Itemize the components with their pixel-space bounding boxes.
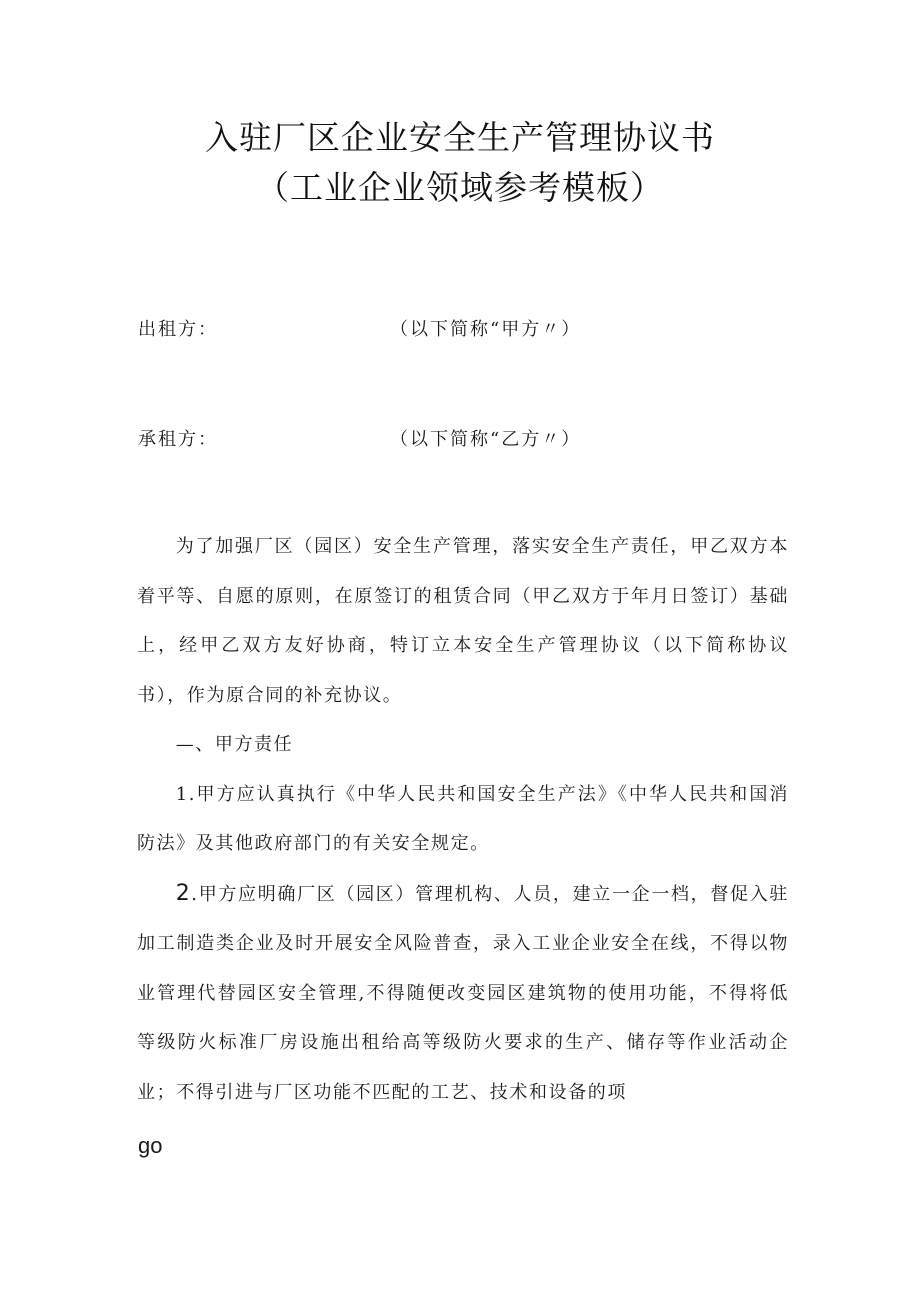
section1-heading: —、甲方责任: [175, 734, 294, 755]
document-title-line1: 入驻厂区企业安全生产管理协议书: [205, 118, 715, 157]
item2-number: 2: [175, 880, 192, 906]
lessee-line: [138, 425, 582, 451]
lessor-line: [138, 315, 582, 341]
lessor-note: （以下简称“甲方〃）: [390, 319, 582, 340]
lessee-note: （以下简称“乙方〃）: [390, 429, 582, 450]
document-title-line2: （工业企业领域参考模板）: [256, 168, 664, 207]
item2-paragraph: [137, 869, 789, 1118]
lessee-label: 承租方：: [138, 429, 218, 450]
footer-text: go: [138, 1133, 163, 1158]
document-body: [137, 522, 789, 1117]
preamble-paragraph: 为了加强厂区（园区）安全生产管理，落实安全生产责任，甲乙双方本着平等、自愿的原则，在原签订的租赁合同（甲乙双方于年月日签订）基础上，经甲乙双方友好协商，特订立本安全生产管理协议（以下简称协议书），作为原合同的补充协议。: [137, 536, 789, 706]
item1-paragraph: 1.甲方应认真执行《中华人民共和国安全生产法》《中华人民共和国消防法》及其他政府部门的有关安全规定。: [137, 783, 789, 854]
lessor-label: 出租方：: [138, 319, 218, 340]
item2-text: .甲方应明确厂区（园区）管理机构、人员，建立一企一档，督促入驻加工制造类企业及时开展安全风险普查，录入工业企业安全在线，不得以物业管理代替园区安全管理,不得随便改变园区建筑物的使用功能，不得将低等级防火标准厂房设施出租给高等级防火要求的生产、储存等作业活动企业；不得引进与厂区功能不匹配的工艺、技术和设备的项: [137, 883, 789, 1103]
